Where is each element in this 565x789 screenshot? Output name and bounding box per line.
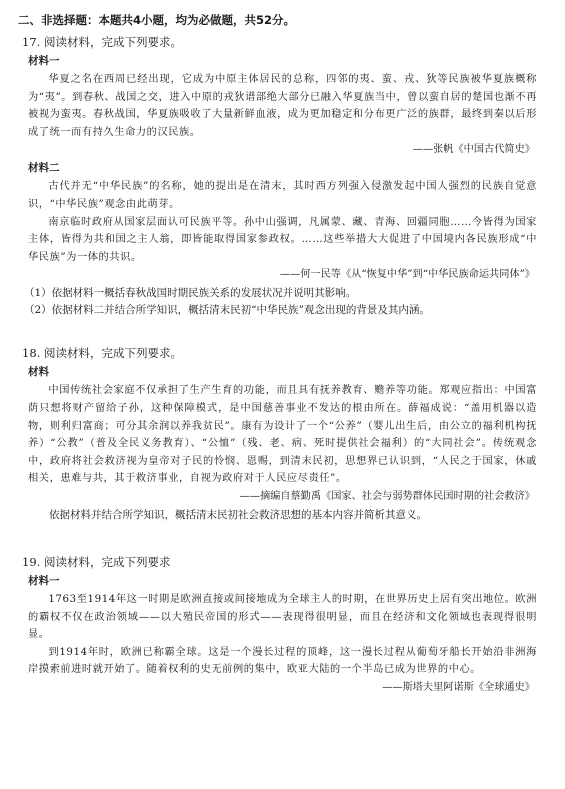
q17-material1-text: 华夏之名在西周已经出现，它成为中原主体居民的总称，四邻的夷、蛮、戎、狄等民族被华夏族概称为“夷”。到春秋、战国之交，进入中原的戎狄谱部绝大部分已融入华夏族当中，曾以蛮自居的楚国也渐不再被视为蛮夷。春秋战国，华夏族吸收了大量新鲜血液，成为更加稳定和分布更广泛的族群，最终到秦以后形成了统一而有持久生命力的汉民族。 bbox=[28, 74, 537, 138]
section-header: 二、非选择题：本题共4小题，均为必做题，共52分。 bbox=[18, 13, 296, 27]
q19-material1-source: ——斯塔夫里阿诺斯《全球通史》 bbox=[382, 681, 535, 693]
q17-subquestion-1: （1）依据材料一概括春秋战国时期民族关系的发展状况并说明其影响。 bbox=[24, 287, 357, 300]
question-18 bbox=[22, 345, 543, 524]
q18-material-label: 材料 bbox=[28, 366, 49, 379]
q18-material-text: 中国传统社会家庭不仅承担了生产生育的功能，而且具有抚养教育、赡养等功能。郑观应指出：中国富荫只想将财产留给子孙，这种保障模式，是中国慈善事业不发达的根由所在。薛福成说：“盖用机器以造物，则利归富商；可分其余润以养我贫民”。康有为设计了一个“公养”（婴儿出生后，由公立的福利机构抚养）“公教”（普及全民义务教育）、“公恤”（残、老、病、死时提供社会福利）的“大同社会”。传统观念中，政府将社会救济视为皇帝对子民的怜悯、恩赐，到清末民初，思想界已认识到，“人民之于国家，休戚相关，患难与共，其于救济事业，自视为政府对于人民应尽责任”。 bbox=[28, 385, 537, 485]
q17-title: 17. 阅读材料，完成下列要求。 bbox=[22, 35, 182, 49]
q19-title: 19. 阅读材料，完成下列要求 bbox=[22, 554, 171, 569]
q17-subquestion-2: （2）依据材料二并结合所学知识，概括清末民初“中华民族”观念出现的背景及其内涵。 bbox=[24, 304, 430, 317]
q17-material2-source: ——何一民等《从“恢复中华”到“中华民族命运共同体”》 bbox=[279, 269, 535, 281]
q19-material1-text1: 1763至1914年这一时期是欧洲直接或间接地成为全球主人的时期，在世界历史上居有突出地位。欧洲的霸权不仅在政治领域——以大殖民帝国的形式——表现得很明显，而且在经济和文化领域也表现得很明显。 bbox=[28, 593, 537, 641]
q18-question: 依据材料并结合所学知识，概括清末民初社会救济思想的基本内容并简析其意义。 bbox=[49, 508, 427, 521]
q17-material2-text1: 古代并无“中华民族”的名称，她的提出是在清末，其时西方列强入侵激发起中国人强烈的民族自觉意识，“中华民族”观念由此萌芽。 bbox=[28, 181, 537, 210]
q17-material1-label: 材料一 bbox=[28, 55, 60, 67]
q18-material-source: ——摘编自蔡勤禹《国家、社会与弱势群体民国时期的社会救济》 bbox=[239, 490, 535, 502]
q19-material1-label: 材料一 bbox=[28, 574, 60, 587]
q17-material1-source: ——张帆《中国古代简史》 bbox=[412, 144, 535, 156]
q19-material1-text2: 到1914年时，欧洲已称霸全球。这是一个漫长过程的顶峰，这一漫长过程从葡萄牙船长开始沿非洲海岸摸索前进时就开始了。随着权利的史无前例的集中，欧亚大陆的一个半岛已成为世界的中心。 bbox=[28, 646, 537, 676]
q17-material2-label: 材料二 bbox=[28, 162, 60, 175]
q17-material2-text2: 南京临时政府从国家层面认可民族平等。孙中山强调，凡属蒙、藏、青海、回疆同胞……今皆得为国家主体，皆得为共和国之主人翁，即皆能取得国家参政权。……这些举措大大促进了中国境内各民族形成“中华民族”为一体的共识。 bbox=[28, 216, 537, 263]
question-17 bbox=[22, 34, 543, 319]
question-19 bbox=[22, 554, 543, 696]
q18-title: 18. 阅读材料，完成下列要求。 bbox=[22, 346, 182, 361]
